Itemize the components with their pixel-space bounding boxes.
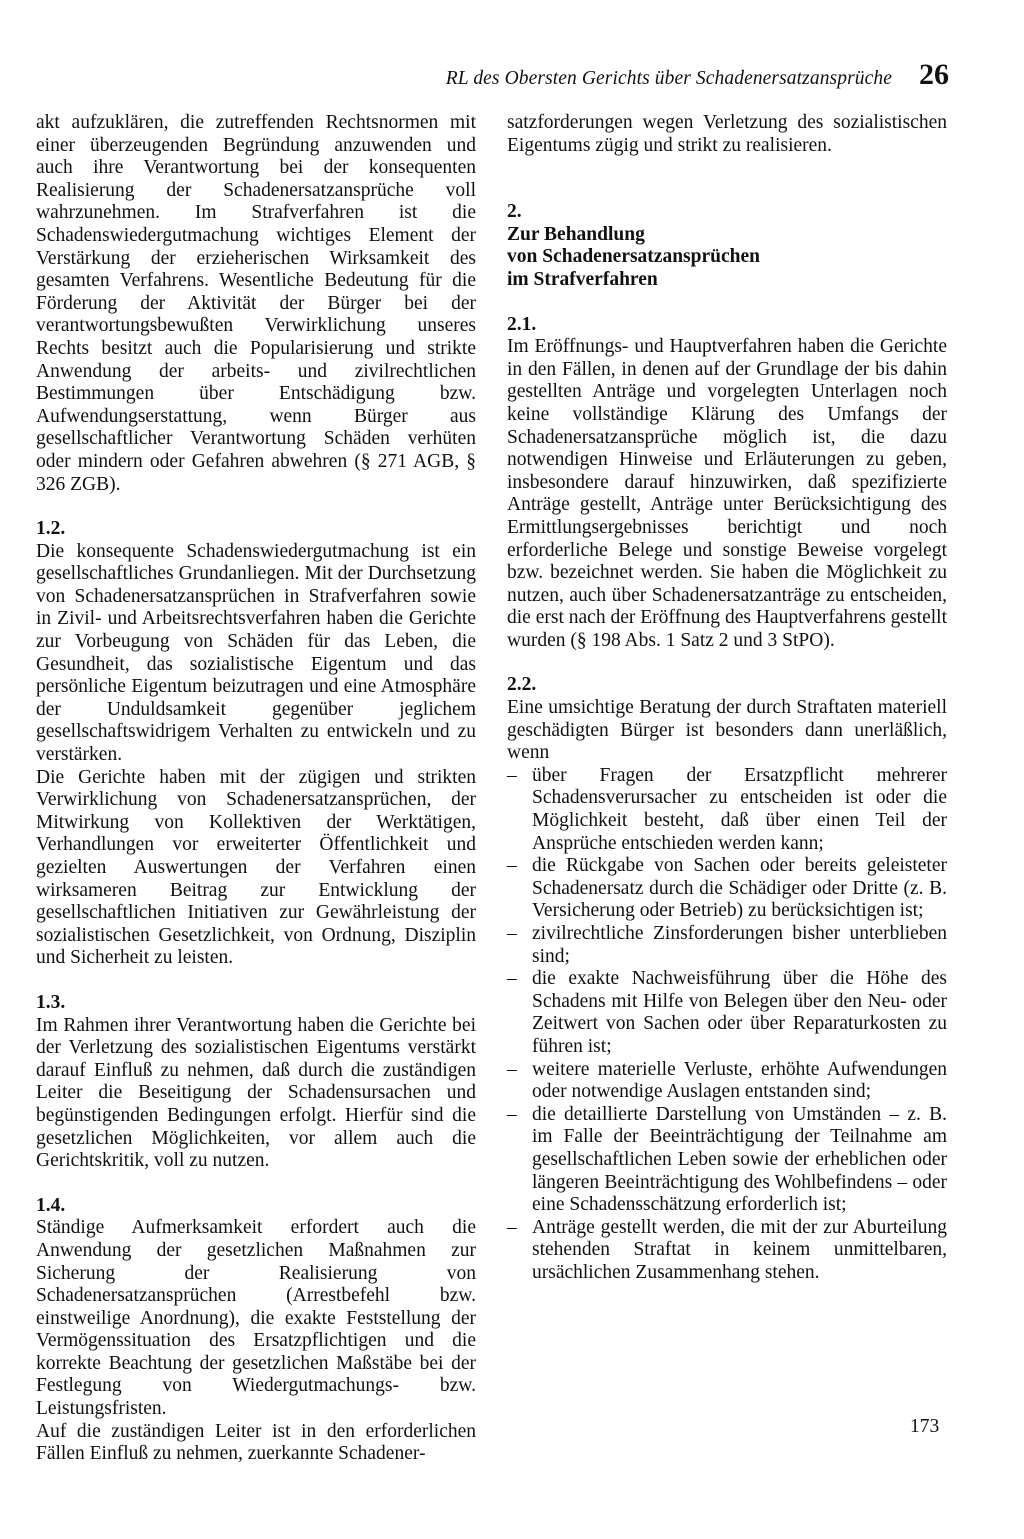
list-item-text: die detaillierte Darstellung von Umständen – z. B. im Falle der Beeinträchtigung der Teilnahme am gesellschaftlichen Leben sowie der erheblichen oder längeren Beeinträchtigung des Wohlbefindens – oder eine Schadensschätzung erforderlich ist;: [532, 1103, 947, 1216]
dash-bullet: –: [507, 968, 517, 990]
section-number-2-2: 2.2.: [507, 674, 537, 696]
list-item-text: Anträge gestellt werden, die mit der zur Aburteilung stehenden Straftat in keinem unmittelbaren, ursächlichen Zusammenhang stehen.: [532, 1216, 947, 1283]
list-item-text: die Rückgabe von Sachen oder bereits geleisteter Schadenersatz durch die Schädiger oder Dritte (z. B. Versicherung oder Betrieb) zu berücksichtigen ist;: [532, 855, 947, 922]
list-item: [507, 855, 947, 923]
condition-list: [507, 765, 947, 1285]
paragraph-2-2-intro: Eine umsichtige Beratung der durch Straftaten materiell geschädigten Bürger ist besonders dann unerläßlich, wenn: [507, 697, 947, 764]
paragraph-1-3: Im Rahmen ihrer Verantwortung haben die Gerichte bei der Verletzung des sozialistischen Eigentums verstärkt darauf Einfluß zu nehmen, daß durch die zuständigen Leiter die Beseitigung der Schadensursachen und begünstigenden Bedingungen erfolgt. Hierfür sind die gesetzlichen Möglichkeiten, vor allem auch die Gerichtskritik, voll zu nutzen.: [36, 1014, 476, 1172]
section-number-2: 2.: [507, 201, 522, 223]
paragraph-1-2-b: Die Gerichte haben mit der zügigen und strikten Verwirklichung von Schadenersatzansprüchen, der Mitwirkung von Kollektiven der Werktätigen, Verhandlungen vor erweiterter Öffentlichkeit und gezielten Auswertungen der Verfahren einen wirksameren Beitrag zur Entwicklung der gesellschaftlichen Initiativen zur Gewährleistung der sozialistischen Gesetzlichkeit, von Ordnung, Disziplin und Sicherheit zu leisten.: [36, 766, 476, 969]
section-number-1-2: 1.2.: [36, 518, 66, 540]
right-column: [507, 112, 947, 1285]
paragraph-1-4-b: Auf die zuständigen Leiter ist in den erforderlichen Fällen Einfluß zu nehmen, zuerkannte Schadener-: [36, 1420, 476, 1465]
paragraph-continued: akt aufzuklären, die zutreffenden Rechtsnormen mit einer überzeugenden Begründung anzuwenden und auch ihre Verantwortung bei der konsequenten Realisierung der Schadenersatzansprüche voll wahrzunehmen. Im Strafverfahren ist die Schadenswiedergutmachung wichtiges Element der Verstärkung der erzieherischen Wirksamkeit des gesamten Verfahrens. Wesentliche Bedeutung für die Förderung der Aktivität der Bürger bei der verantwortungsbewußten Verwirklichung unseres Rechts besitzt auch die Popularisierung und strikte Anwendung der arbeits- und zivilrechtlichen Bestimmungen über Entschädigung bzw. Aufwendungserstattung, wenn Bürger aus gesellschaftlicher Verantwortung Schäden verhüten oder mindern oder Gefahren abwehren (§ 271 AGB, § 326 ZGB).: [36, 112, 476, 495]
dash-bullet: –: [507, 1103, 517, 1125]
list-item: [507, 923, 947, 968]
chapter-number: 26: [919, 58, 949, 91]
dash-bullet: –: [507, 1216, 517, 1238]
section-title-line-2: von Schadenersatzansprüchen: [507, 246, 760, 268]
running-title: RL des Obersten Gerichts über Schadenersatzansprüche: [445, 68, 892, 89]
section-title-line-3: im Strafverfahren: [507, 268, 658, 290]
list-item: [507, 1217, 947, 1285]
paragraph-2-1: Im Eröffnungs- und Hauptverfahren haben die Gerichte in den Fällen, in denen auf der Grundlage der bis dahin gestellten Anträge und vorgelegten Unterlagen noch keine vollständige Klärung des Umfangs der Schadenersatzansprüche möglich ist, die dazu notwendigen Hinweise und Erläuterungen zu geben, insbesondere darauf hinzuwirken, daß spezifizierte Anträge gestellt, Anträge unter Berücksichtigung des Ermittlungsergebnisses berichtigt und noch erforderliche Belege und sonstige Beweise vorgelegt bzw. bezeichnet werden. Sie haben die Möglichkeit zu nutzen, auch über Schadenersatzanträge zu entscheiden, die erst nach der Eröffnung des Hauptverfahrens gestellt wurden (§ 198 Abs. 1 Satz 2 und 3 StPO).: [507, 336, 947, 651]
section-number-1-3: 1.3.: [36, 991, 66, 1013]
running-header: [0, 58, 1024, 98]
list-item: [507, 1104, 947, 1217]
left-column: [36, 112, 476, 1466]
list-item: [507, 765, 947, 855]
dash-bullet: –: [507, 923, 517, 944]
dash-bullet: –: [507, 1058, 517, 1080]
paragraph-1-4-a: Ständige Aufmerksamkeit erfordert auch die Anwendung der gesetzlichen Maßnahmen zur Sicherung der Realisierung von Schadenersatzansprüchen (Arrestbefehl bzw. einstweilige Anordnung), die exakte Feststellung der Vermögenssituation des Ersatzpflichtigen und die korrekte Beachtung der gesetzlichen Maßstäbe bei der Festlegung von Wiedergutmachungs- bzw. Leistungsfristen.: [36, 1217, 476, 1420]
list-item-text: die exakte Nachweisführung über die Höhe des Schadens mit Hilfe von Belegen über den Neu- oder Zeitwert von Sachen oder über Reparaturkosten zu führen ist;: [532, 968, 947, 1057]
section-number-1-4: 1.4.: [36, 1194, 66, 1216]
list-item-text: zivilrechtliche Zinsforderungen bisher unterblieben sind;: [532, 923, 947, 967]
paragraph-continued-right: satzforderungen wegen Verletzung des sozialistischen Eigentums zügig und strikt zu realisieren.: [507, 112, 947, 156]
dash-bullet: –: [507, 855, 517, 877]
section-number-2-1: 2.1.: [507, 313, 537, 335]
list-item-text: über Fragen der Ersatzpflicht mehrerer Schadensverursacher zu entscheiden ist oder die Möglichkeit besteht, daß über einen Teil der Ansprüche entschieden werden kann;: [532, 764, 947, 854]
list-item: [507, 968, 947, 1058]
list-item: [507, 1059, 947, 1104]
dash-bullet: –: [507, 764, 517, 786]
list-item-text: weitere materielle Verluste, erhöhte Aufwendungen oder notwendige Auslagen entstanden sind;: [532, 1058, 947, 1103]
section-title-line-1: Zur Behandlung: [507, 223, 645, 245]
page-number: 173: [910, 1416, 940, 1437]
paragraph-1-2-a: Die konsequente Schadenswiedergutmachung ist ein gesellschaftliches Grundanliegen. Mit der Durchsetzung von Schadenersatzansprüchen in Strafverfahren sowie in Zivil- und Arbeitsrechtsverfahren haben die Gerichte zur Vorbeugung von Schäden für das Leben, die Gesundheit, das sozialistische Eigentum und das persönliche Eigentum beizutragen und eine Atmosphäre der Unduldsamkeit gegenüber jeglichem gesellschaftswidrigem Verhalten zu entwickeln und zu verstärken.: [36, 540, 476, 766]
